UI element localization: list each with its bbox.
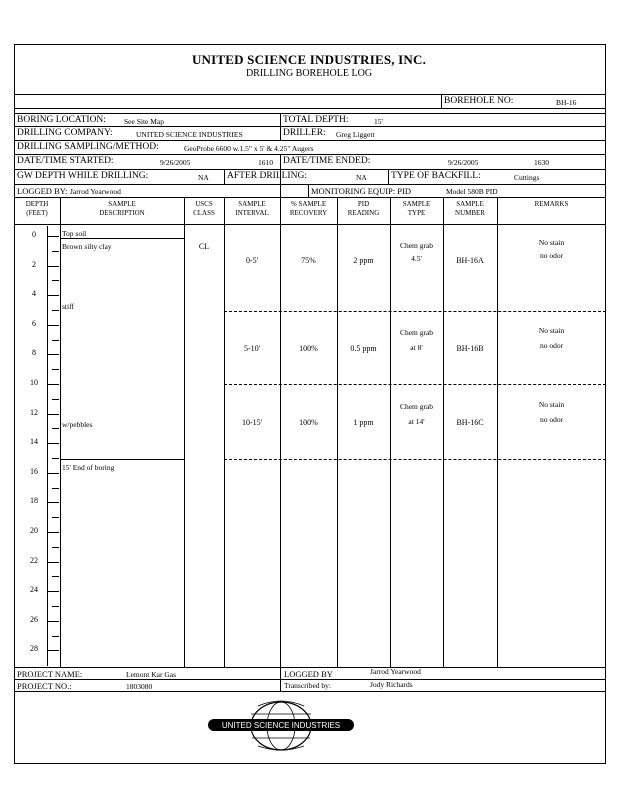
depth-minor-tick <box>52 576 59 577</box>
depth-tick <box>47 650 59 651</box>
depth-tick <box>47 443 59 444</box>
depth-tick <box>47 236 59 237</box>
remark-stain: No stain <box>538 326 565 335</box>
remark-stain: No stain <box>538 238 565 247</box>
started-label: DATE/TIME STARTED: <box>17 156 114 166</box>
drilling-company-label: DRILLING COMPANY: <box>17 128 113 138</box>
rule <box>14 126 606 127</box>
depth-minor-tick <box>52 310 59 311</box>
layer-boundary <box>60 238 184 239</box>
drilling-company: UNITED SCIENCE INDUSTRIES <box>136 130 243 139</box>
backfill-label: TYPE OF BACKFILL: <box>391 171 481 181</box>
depth-label: 24 <box>30 585 38 595</box>
rule <box>14 108 606 109</box>
sample-number: BH-16C <box>456 418 484 427</box>
pid-reading: 0.5 ppm <box>350 344 377 353</box>
divider <box>308 184 309 197</box>
divider <box>280 667 281 691</box>
col-uscs-line1: USCS <box>195 200 213 208</box>
column-divider <box>280 197 281 667</box>
sample-interval: 10-15' <box>241 418 263 427</box>
col-uscs <box>184 200 224 218</box>
column-divider <box>390 197 391 667</box>
depth-minor-tick <box>52 399 59 400</box>
remark-odor: no odor <box>539 415 564 424</box>
depth-minor-tick <box>52 280 59 281</box>
started-date: 9/26/2005 <box>160 158 191 167</box>
desc-end-of-boring: 15' End of boring <box>62 463 115 472</box>
rule <box>14 184 606 185</box>
depth-minor-tick <box>52 547 59 548</box>
sample-type-depth: at 14' <box>408 417 425 426</box>
divider <box>388 169 389 184</box>
sample-number: BH-16A <box>456 256 484 265</box>
interval-separator <box>224 384 606 385</box>
depth-tick <box>47 325 59 326</box>
depth-minor-tick <box>52 488 59 489</box>
gw-while: NA <box>198 173 209 182</box>
desc-stiff: stiff <box>62 302 74 311</box>
backfill: Cuttings <box>514 173 540 182</box>
depth-label: 10 <box>30 378 38 387</box>
document-title: DRILLING BOREHOLE LOG <box>245 68 373 79</box>
divider <box>224 169 225 184</box>
sample-type-depth: at 8' <box>410 343 423 352</box>
sampling-method: GeoProbe 6600 w.1.5" x 5' & 4.25" Augers <box>184 144 314 153</box>
col-pid-line2: READING <box>347 209 380 217</box>
logo-text: UNITED SCIENCE INDUSTRIES <box>221 721 341 730</box>
sampling-method-label: DRILLING SAMPLING/METHOD: <box>17 142 159 152</box>
depth-label: 20 <box>30 526 38 535</box>
borehole-no: BH-16 <box>556 98 577 107</box>
column-divider <box>443 197 444 667</box>
depth-label: 6 <box>32 318 36 328</box>
col-desc-line1: SAMPLE <box>108 200 136 208</box>
col-number <box>443 200 497 218</box>
remark-odor: no odor <box>539 341 564 350</box>
desc-pebbles: w/pebbles <box>62 420 93 429</box>
sample-type-depth: 4.5' <box>411 254 422 263</box>
interval-separator <box>224 459 606 460</box>
footer-logged-by-label: LOGGED BY <box>284 669 333 679</box>
depth-label: 26 <box>30 614 38 624</box>
col-number-line2: NUMBER <box>455 209 485 217</box>
depth-tick <box>47 562 59 563</box>
depth-minor-tick <box>52 636 59 637</box>
col-depth-line1: DEPTH <box>25 200 49 208</box>
col-depth <box>14 200 60 218</box>
depth-label: 28 <box>30 644 38 654</box>
col-interval-line2: INTERVAL <box>235 209 269 217</box>
transcribed-by: Jody Richards <box>370 680 413 689</box>
col-uscs-line2: CLASS <box>193 209 215 217</box>
total-depth: 15' <box>374 117 383 126</box>
desc-top-soil: Top soil <box>62 229 87 238</box>
sample-interval: 0-5' <box>245 256 259 265</box>
depth-tick <box>47 266 59 267</box>
depth-tick <box>47 591 59 592</box>
depth-minor-tick <box>52 369 59 370</box>
gw-after-label: AFTER DRILLING: <box>227 171 307 181</box>
depth-minor-tick <box>52 458 59 459</box>
depth-tick <box>47 532 59 533</box>
depth-minor-tick <box>52 428 59 429</box>
depth-tick <box>47 621 59 622</box>
col-type-line2: TYPE <box>407 209 426 217</box>
rule <box>14 691 606 692</box>
rule <box>14 197 606 198</box>
depth-label: 16 <box>30 466 38 476</box>
col-pid <box>337 200 390 218</box>
uscs-class: CL <box>198 242 210 251</box>
borehole-no-label: BOREHOLE NO: <box>444 96 514 106</box>
globe-logo-icon <box>206 696 356 752</box>
col-recovery-line2: RECOVERY <box>289 209 328 217</box>
column-divider <box>337 197 338 667</box>
col-type <box>390 200 443 218</box>
sample-type: Chem grab <box>399 328 434 337</box>
col-pid-line1: PID <box>357 200 370 208</box>
logged-by-label: LOGGED BY: <box>17 186 68 196</box>
depth-tick <box>47 354 59 355</box>
total-depth-label: TOTAL DEPTH: <box>283 115 349 125</box>
project-name: Lemont Kar Gas <box>126 670 176 679</box>
started-time: 1610 <box>258 158 273 167</box>
depth-tick <box>47 384 59 385</box>
driller-label: DRILLER: <box>283 128 326 138</box>
rule <box>14 94 606 95</box>
rule <box>14 667 606 668</box>
depth-minor-tick <box>52 251 59 252</box>
col-desc-line2: DESCRIPTION <box>99 209 145 217</box>
col-remarks: REMARKS <box>534 200 569 208</box>
transcribed-label: Transcribed by: <box>284 681 332 690</box>
depth-label: 14 <box>30 437 38 447</box>
col-interval <box>224 200 280 218</box>
gw-after: NA <box>356 173 367 182</box>
company-name: UNITED SCIENCE INDUSTRIES, INC. <box>191 52 427 67</box>
depth-tick <box>47 502 59 503</box>
rule <box>14 169 606 170</box>
depth-minor-tick <box>52 340 59 341</box>
col-sample-description <box>60 200 184 218</box>
rule <box>14 140 606 141</box>
depth-label: 4 <box>32 289 36 299</box>
col-recovery-line1: % SAMPLE <box>290 200 327 208</box>
pid-reading: 1 ppm <box>353 418 374 427</box>
rule <box>14 679 606 680</box>
depth-tick <box>47 473 59 474</box>
col-type-line1: SAMPLE <box>402 200 431 208</box>
project-no-label: PROJECT NO.: <box>17 681 72 691</box>
sample-recovery: 100% <box>299 418 318 427</box>
depth-minor-tick <box>52 606 59 607</box>
ended-label: DATE/TIME ENDED: <box>283 156 371 166</box>
project-no: 1803080 <box>126 682 153 691</box>
interval-separator <box>224 311 606 312</box>
col-depth-line2: (FEET) <box>26 209 48 217</box>
sample-type: Chem grab <box>399 241 434 250</box>
sample-recovery: 100% <box>299 344 318 353</box>
depth-minor-tick <box>52 517 59 518</box>
company-logo <box>206 696 356 752</box>
column-divider <box>224 197 225 667</box>
remark-stain: No stain <box>538 400 565 409</box>
sample-number: BH-16B <box>456 344 484 353</box>
divider <box>441 94 442 108</box>
depth-label: 0 <box>32 230 36 239</box>
col-number-line1: SAMPLE <box>456 200 484 208</box>
monitoring-model: Model 580B PID <box>446 187 498 196</box>
column-divider <box>497 197 498 667</box>
boring-location: See Site Map <box>124 117 164 126</box>
col-recovery <box>280 200 337 218</box>
remark-odor: no odor <box>539 251 564 260</box>
pid-reading: 2 ppm <box>353 256 374 265</box>
monitoring-label: MONITORING EQUIP: PID <box>311 186 411 196</box>
column-divider <box>60 197 61 667</box>
sample-type: Chem grab <box>399 402 434 411</box>
gw-while-label: GW DEPTH WHILE DRILLING: <box>17 171 149 181</box>
depth-label: 18 <box>30 496 38 506</box>
layer-boundary <box>60 459 184 460</box>
desc-brown-silty-clay: Brown silty clay <box>62 242 112 251</box>
project-name-label: PROJECT NAME: <box>17 669 83 679</box>
ended-time: 1630 <box>534 158 549 167</box>
column-divider <box>184 197 185 667</box>
ended-date: 9/26/2005 <box>448 158 479 167</box>
boring-location-label: BORING LOCATION: <box>17 115 106 125</box>
rule <box>14 113 606 114</box>
depth-tick <box>47 414 59 415</box>
sample-interval: 5-10' <box>243 344 261 353</box>
footer-logged-by: Jarrod Yearwood <box>370 667 421 676</box>
depth-label: 12 <box>30 407 38 417</box>
logged-by: Jarrod Yearwood <box>70 187 121 196</box>
col-interval-line1: SAMPLE <box>238 200 266 208</box>
rule <box>14 224 606 225</box>
depth-label: 2 <box>32 259 36 269</box>
depth-label: 22 <box>30 555 38 565</box>
divider <box>280 113 281 141</box>
driller: Greg Liggett <box>336 130 375 139</box>
sample-recovery: 75% <box>301 256 316 265</box>
rule <box>14 154 606 155</box>
depth-tick <box>47 295 59 296</box>
depth-label: 8 <box>32 348 36 358</box>
